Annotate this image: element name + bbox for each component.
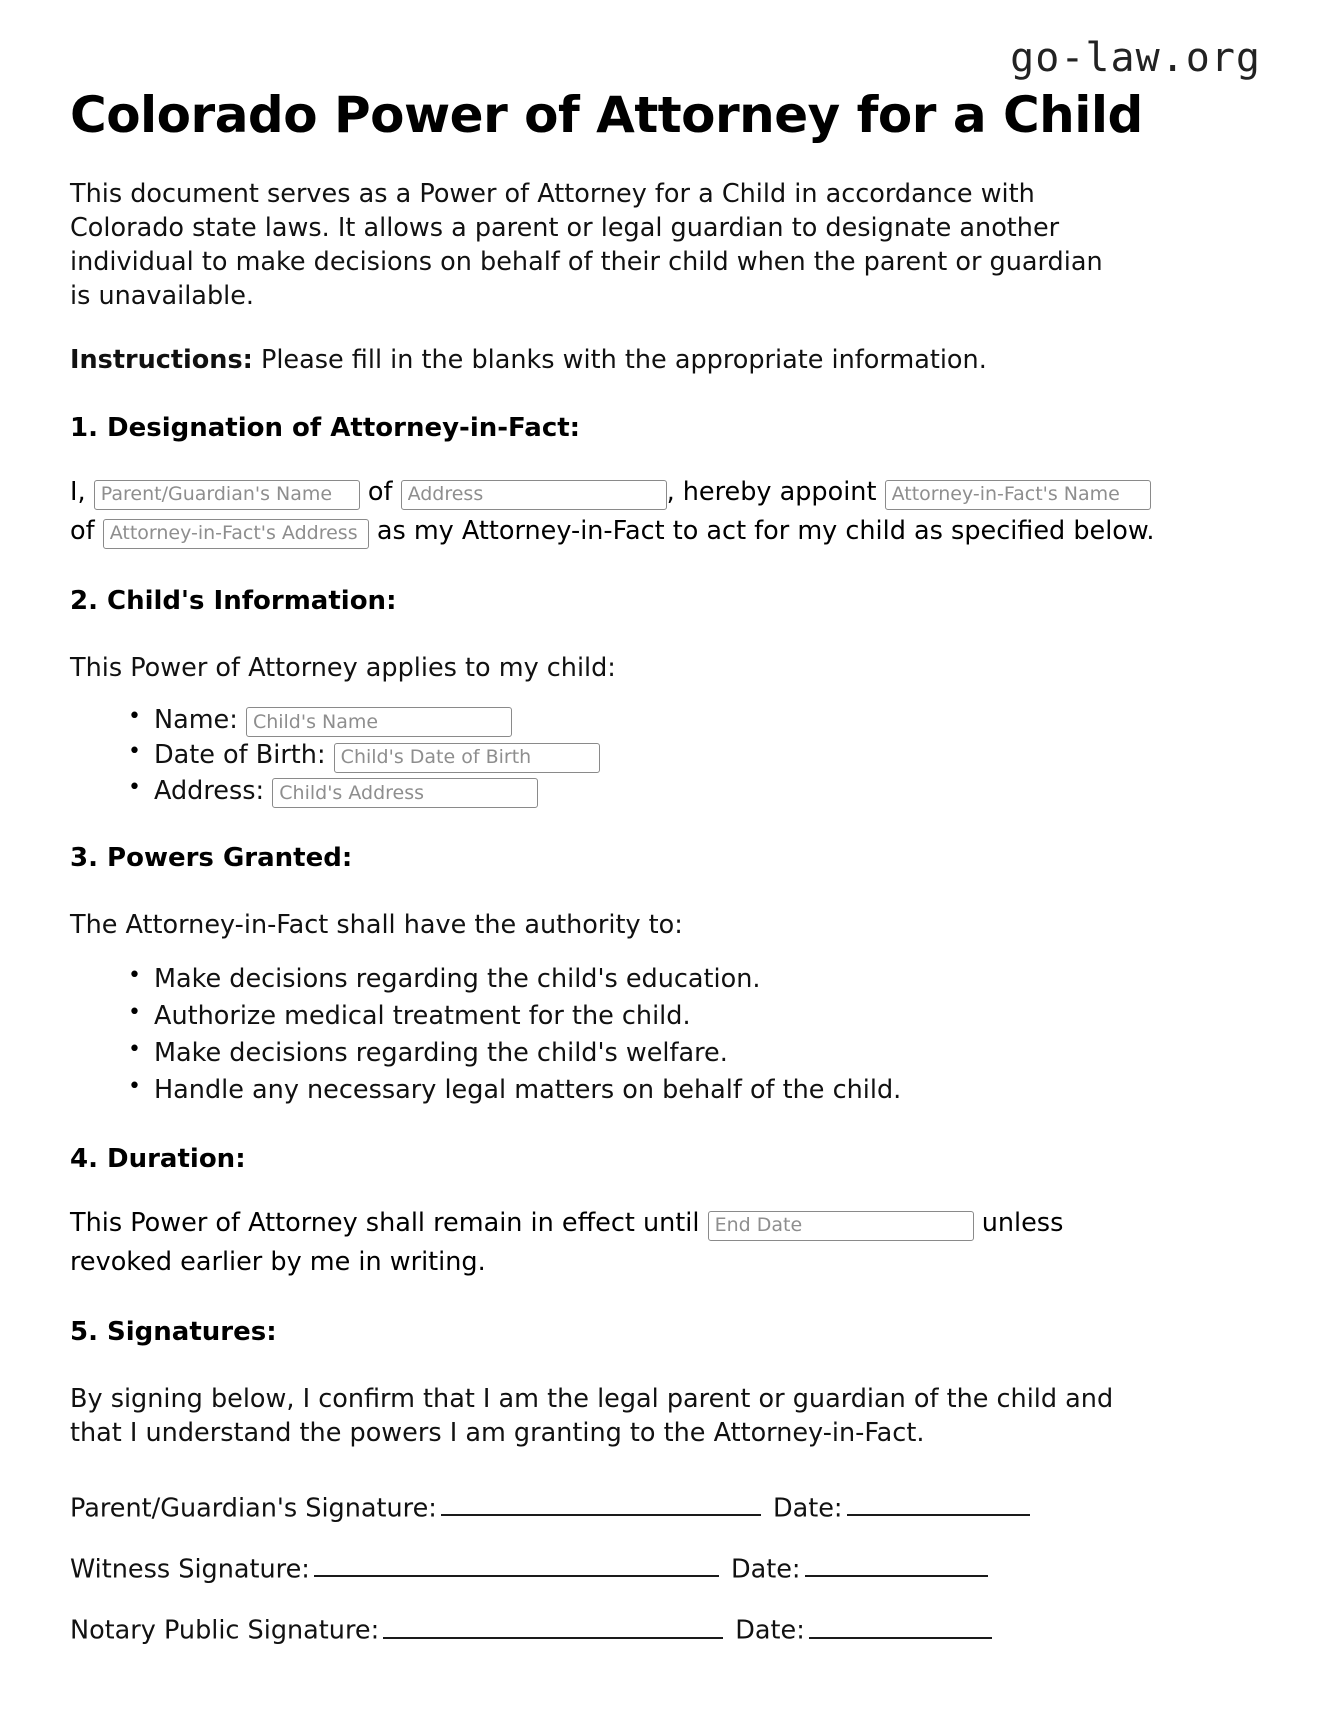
child-address-input[interactable] [272,778,538,808]
duration-fill-line [70,1204,1160,1282]
list-item [128,739,1261,773]
signature-row-witness [70,1554,1261,1585]
signature-statement: By signing below, I confirm that I am the legal parent or guardian of the child and that I understand the powers I am granting to the Attorney-in-Fact. [70,1383,1114,1448]
child-address-label: Address: [154,775,265,806]
powers-list [70,961,1261,1109]
designation-tail-text: as my Attorney-in-Fact to act for my child as specified below. [376,516,1155,547]
end-date-input[interactable] [708,1211,974,1241]
attorney-in-fact-address-input[interactable] [103,519,369,549]
intro-paragraph: This document serves as a Power of Attorney for a Child in accordance with Colorado state laws. It allows a parent or legal guardian to designate another individual to make decisions on behalf of their child when the parent or guardian is unavailable. [70,179,1103,311]
text-of-2: of [70,516,95,547]
witness-signature-line[interactable] [314,1554,719,1578]
list-item [128,704,1261,738]
list-item: • Make decisions regarding the child's education. [128,961,1261,998]
attorney-in-fact-name-input[interactable] [885,480,1151,510]
site-logo: go-law.org [1010,35,1261,81]
parent-guardian-name-input[interactable] [94,480,360,510]
child-info-list [70,704,1261,809]
text-i: I, [70,477,86,508]
child-name-input[interactable] [246,707,512,737]
notary-signature-label: Notary Public Signature: [70,1615,380,1646]
section-3-heading: 3. Powers Granted: [70,843,353,874]
list-item: • Handle any necessary legal matters on behalf of the child. [128,1072,1261,1109]
child-dob-label: Date of Birth: [154,740,326,771]
section-5-heading: 5. Signatures: [70,1316,277,1347]
notary-date-label: Date: [735,1615,805,1646]
text-of-1: of [367,477,393,508]
text-hereby-appoint: , hereby appoint [666,477,877,508]
parent-signature-line[interactable] [441,1493,761,1517]
signature-row-parent [70,1493,1261,1524]
notary-signature-line[interactable] [383,1615,723,1639]
powers-lead: The Attorney-in-Fact shall have the authority to: [70,909,683,940]
instructions-text: Please fill in the blanks with the appropriate information. [252,344,987,375]
parent-date-label: Date: [772,1493,843,1524]
child-date-of-birth-input[interactable] [334,743,600,773]
witness-signature-label: Witness Signature: [70,1554,310,1585]
designation-fill-line [70,473,1160,551]
notary-date-line[interactable] [809,1615,992,1639]
list-item: • Authorize medical treatment for the child. [128,998,1261,1035]
witness-date-line[interactable] [805,1554,988,1578]
instructions-paragraph [70,344,1130,378]
child-name-label: Name: [154,704,238,735]
section-4-heading: 4. Duration: [70,1143,246,1174]
parent-address-input[interactable] [401,480,667,510]
signature-block [70,1493,1261,1647]
parent-signature-label: Parent/Guardian's Signature: [70,1493,437,1524]
list-item [128,775,1261,809]
page-title: Colorado Power of Attorney for a Child [70,86,1143,144]
child-info-lead: This Power of Attorney applies to my child: [70,652,616,683]
instructions-label: Instructions: [70,344,253,375]
parent-date-line[interactable] [847,1493,1030,1517]
section-2-heading: 2. Child's Information: [70,585,397,616]
duration-text-after: unless revoked earlier by me in writing. [70,1208,1064,1278]
list-item: • Make decisions regarding the child's welfare. [128,1035,1261,1072]
duration-text-before: This Power of Attorney shall remain in effect until [70,1208,700,1239]
witness-date-label: Date: [730,1554,801,1585]
section-1-heading: 1. Designation of Attorney-in-Fact: [70,412,581,443]
signature-row-notary [70,1615,1261,1646]
